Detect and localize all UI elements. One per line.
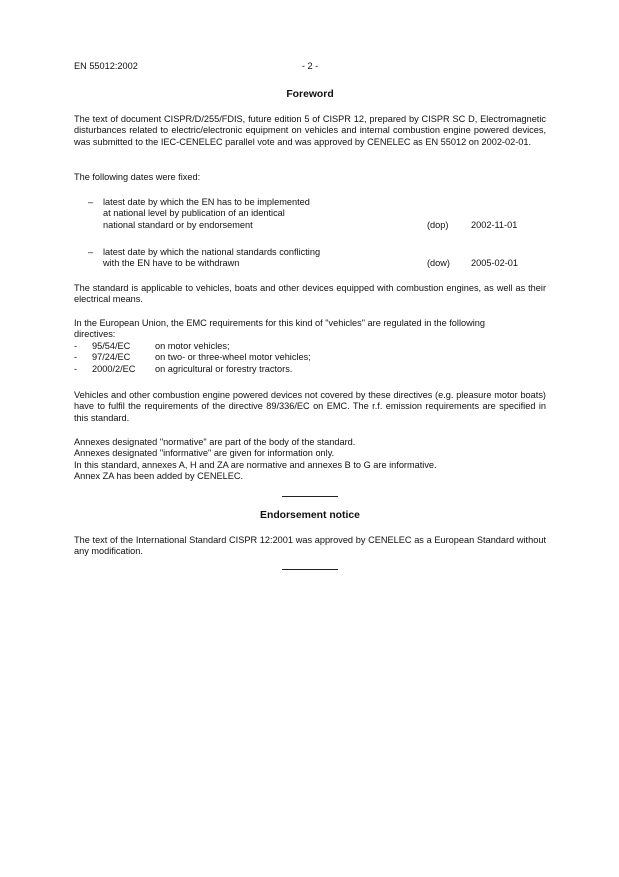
foreword-heading: Foreword [286, 89, 334, 100]
list-dash: – [88, 197, 94, 207]
date-item-text [103, 247, 403, 270]
list-dash: – [88, 247, 94, 257]
directives-list [74, 341, 546, 376]
text-line: national standard or by endorsement [103, 219, 253, 230]
directive-code: 97/24/EC [92, 352, 131, 363]
text-line: latest date by which the national standards conflicting [103, 247, 321, 257]
list-dash: - [74, 363, 78, 374]
date-item-dow [74, 247, 546, 271]
section-divider [282, 496, 338, 497]
text-line: at national level by publication of an identical [103, 208, 285, 219]
directive-description: on motor vehicles; [155, 341, 230, 351]
list-dash: - [74, 352, 78, 363]
dates-intro: The following dates were fixed: [74, 172, 201, 182]
endorsement-heading: Endorsement notice [260, 510, 360, 521]
annex-notes [74, 437, 546, 483]
annex-line: Annexes designated "informative" are given for information only. [74, 448, 335, 459]
not-covered-paragraph: Vehicles and other combustion engine powered devices not covered by these directives (e.g. pleasure motor boats) have to fulfil the requirements of the directive 89/336/EC on EMC. The r.f. emission requirements are specified in this standard. [74, 390, 546, 423]
foreword-intro-paragraph: The text of document CISPR/D/255/FDIS, future edition 5 of CISPR 12, prepared by CISPR SC D, Electromagnetic disturbances related to electric/electronic equipment on vehicles and internal combustion engine powered devices, was submitted to the IEC-CENELEC parallel vote and was approved by CENELEC as EN 55012 on 2002-02-01. [74, 114, 546, 147]
date-item-text [103, 197, 403, 231]
text-line: with the EN have to be withdrawn [103, 258, 240, 269]
page-number: - 2 - [301, 61, 319, 71]
date-code: (dow) [427, 258, 450, 269]
endorsement-paragraph: The text of the International Standard CISPR 12:2001 was approved by CENELEC as a European Standard without any modification. [74, 535, 546, 557]
date-value: 2005-02-01 [471, 258, 518, 269]
annex-line: In this standard, annexes A, H and ZA are normative and annexes B to G are informative. [74, 459, 437, 470]
directive-description: on agricultural or forestry tractors. [155, 363, 293, 374]
date-item-dop [74, 197, 546, 233]
directive-code: 2000/2/EC [92, 363, 136, 374]
text-line: latest date by which the EN has to be implemented [103, 197, 310, 207]
list-item [74, 352, 546, 363]
eu-intro-line-2: directives: [74, 329, 116, 340]
eu-intro-line-1: In the European Union, the EMC requirements for this kind of "vehicles" are regulated in the following [74, 318, 485, 328]
directive-code: 95/54/EC [92, 341, 131, 351]
document-id: EN 55012:2002 [74, 61, 138, 71]
list-dash: - [74, 341, 78, 351]
date-value: 2002-11-01 [471, 220, 518, 230]
applicability-paragraph: The standard is applicable to vehicles, boats and other devices equipped with combustion engines, as well as their electrical means. [74, 283, 546, 305]
annex-line: Annexes designated "normative" are part of the body of the standard. [74, 437, 356, 447]
list-item [74, 364, 546, 375]
directive-description: on two- or three-wheel motor vehicles; [155, 352, 311, 363]
page-header [74, 61, 546, 73]
annex-line: Annex ZA has been added by CENELEC. [74, 471, 244, 482]
section-divider [282, 569, 338, 570]
list-item [74, 341, 546, 352]
date-code: (dop) [427, 220, 449, 230]
